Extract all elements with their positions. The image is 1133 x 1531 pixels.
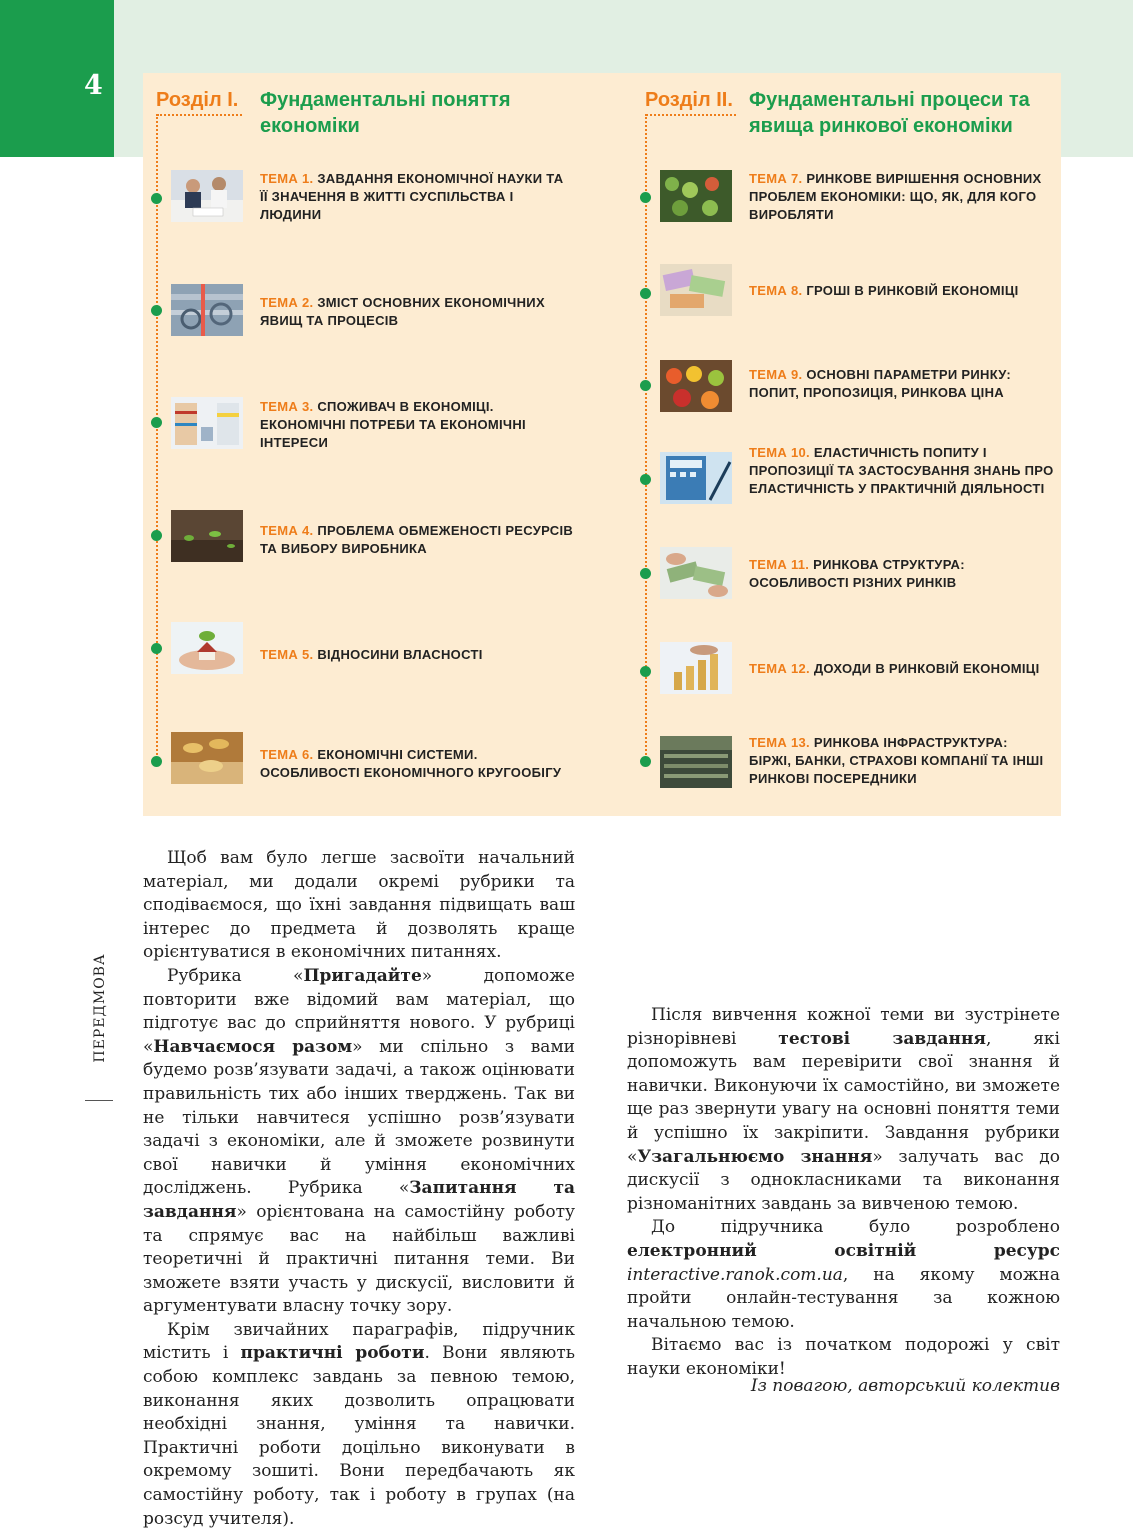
sprouts-soil-photo [171,510,243,562]
section-1-number: Розділ I. [156,89,239,111]
topic-bullet [151,530,162,541]
section-2-title: Фундаментальні процеси та явища ринкової економіки [749,89,1030,137]
coin-stacks-photo [660,642,732,694]
section-1-timeline [156,114,158,762]
topic-11: ТЕМА 11. РИНКОВА СТРУКТУРА: ОСОБЛИВОСТІ РІЗНИХ РИНКІВ [749,557,965,590]
side-section-label: ПЕРЕДМОВА [92,953,108,1063]
topic-bullet [151,756,162,767]
side-divider [85,1100,113,1101]
calculator-photo [660,452,732,504]
coins-photo [171,732,243,784]
paragraph: До підручника було розроблено електронний освітній ресурс interactive.ranok.com.ua, на якому можна пройти онлайн-тестування за кожною начальною темою. [627,1217,1060,1332]
business-meeting-photo [171,170,243,222]
topic-1: ТЕМА 1. ЗАВДАННЯ ЕКОНОМІЧНОЇ НАУКИ ТА ЇЇ ЗНАЧЕННЯ В ЖИТТІ СУСПІЛЬСТВА І ЛЮДИНИ [260,171,564,222]
stock-exchange-photo [660,736,732,788]
paragraph: Після вивчення кожної теми ви зустрінете різнорівневі тестові завдання, які допоможуть вам перевірити свої знання й навички. Виконуючи їх самостійно, ви зможете ще раз звернути увагу на основні поняття теми й успішно їх закріпити. Завдання рубрики «Узагальнюємо знання» залучать вас до дискусії з однокласниками та виконання різноманітних завдань за вивченою темою. [627,1005,1060,1214]
vegetable-market-photo [660,170,732,222]
topic-bullet [640,666,651,677]
body-column-left [143,847,575,1531]
topic-10: ТЕМА 10. ЕЛАСТИЧНІСТЬ ПОПИТУ І ПРОПОЗИЦІЇ ТА ЗАСТОСУВАННЯ ЗНАНЬ ПРО ЕЛАСТИЧНІСТЬ У ПРАКТИЧНІЙ ДІЯЛЬНОСТІ [749,445,1054,496]
money-exchange-photo [660,547,732,599]
body-column-right [627,1004,1060,1382]
house-in-hands-photo [171,622,243,674]
section-1-title: Фундаментальні поняття економіки [260,89,511,137]
industrial-pipes-photo [171,284,243,336]
topic-8: ТЕМА 8. ГРОШІ В РИНКОВІЙ ЕКОНОМІЦІ [749,283,1019,298]
topic-13: ТЕМА 13. РИНКОВА ІНФРАСТРУКТУРА: БІРЖІ, БАНКИ, СТРАХОВІ КОМПАНІЇ ТА ІНШІ РИНКОВІ ПОСЕРЕДНИКИ [749,735,1044,786]
topic-6: ТЕМА 6. ЕКОНОМІЧНІ СИСТЕМИ. ОСОБЛИВОСТІ ЕКОНОМІЧНОГО КРУГООБІГУ [260,747,562,780]
paragraph: Щоб вам було легше засвоїти начальний матеріал, ми додали окремі рубрики та сподіваємося, що їхні завдання підвищать ваш інтерес до предмета й дозволять краще орієнтуватися в економічних питаннях. [143,848,575,963]
supermarket-photo [171,397,243,449]
signature: Із повагою, авторський колектив [750,1376,1060,1396]
topic-7: ТЕМА 7. РИНКОВЕ ВИРІШЕННЯ ОСНОВНИХ ПРОБЛЕМ ЕКОНОМІКИ: ЩО, ЯК, ДЛЯ КОГО ВИРОБЛЯТИ [749,171,1042,222]
topic-9: ТЕМА 9. ОСНОВНІ ПАРАМЕТРИ РИНКУ: ПОПИТ, ПРОПОЗИЦІЯ, РИНКОВА ЦІНА [749,367,1011,400]
section-2-number: Розділ II. [645,89,733,111]
section-2-timeline [645,114,647,762]
topic-12: ТЕМА 12. ДОХОДИ В РИНКОВІЙ ЕКОНОМІЦІ [749,661,1040,676]
paragraph: Крім звичайних параграфів, підручник містить і практичні роботи. Вони являють собою комплекс завдань за певною темою, виконання яких дозволить опрацювати необхідні знання, уміння та навички. Практичні роботи доцільно виконувати в окремому зошиті. Вони передбачають як самостійну роботу, так і роботу в групах (на розсуд учителя). [143,1319,575,1529]
topic-bullet [151,643,162,654]
topic-bullet [640,756,651,767]
topic-bullet [151,417,162,428]
topic-bullet [640,568,651,579]
fruit-market-photo [660,360,732,412]
page-number: 4 [84,70,103,101]
topic-bullet [151,193,162,204]
topic-2: ТЕМА 2. ЗМІСТ ОСНОВНИХ ЕКОНОМІЧНИХ ЯВИЩ ТА ПРОЦЕСІВ [260,295,545,328]
topic-bullet [640,288,651,299]
paragraph: Вітаємо вас із початком подорожі у світ науки економіки! [627,1335,1060,1379]
topic-bullet [151,305,162,316]
section-1-underline [157,114,242,116]
topic-5: ТЕМА 5. ВІДНОСИНИ ВЛАСНОСТІ [260,647,483,662]
paragraph: Рубрика «Пригадайте» допоможе повторити вже відомий вам матеріал, що підготує вас до сприйняття нового. У рубриці «Навчаємося разом» ми спільно з вами будемо розв’язувати задачі, а також оцінювати правильність тих або інших тверджень. Так ви не тільки навчитеся успішно розв’язувати задачі з економіки, але й зможете розвинути свої навички й уміння економічних досліджень. Рубрика «Запитання та завдання» орієнтована на самостійну роботу та спрямує вас на найбільш важливі теоретичні й практичні питання теми. Ви зможете взяти участь у дискусії, висловити й аргументувати власну точку зору. [143,965,575,1317]
topic-bullet [640,192,651,203]
topic-3: ТЕМА 3. СПОЖИВАЧ В ЕКОНОМІЦІ. ЕКОНОМІЧНІ ПОТРЕБИ ТА ЕКОНОМІЧНІ ІНТЕРЕСИ [260,399,526,450]
topic-bullet [640,474,651,485]
topic-4: ТЕМА 4. ПРОБЛЕМА ОБМЕЖЕНОСТІ РЕСУРСІВ ТА ВИБОРУ ВИРОБНИКА [260,523,574,556]
page-number-box [0,0,114,157]
section-2-underline [646,114,736,116]
topic-bullet [640,380,651,391]
banknotes-photo [660,264,732,316]
